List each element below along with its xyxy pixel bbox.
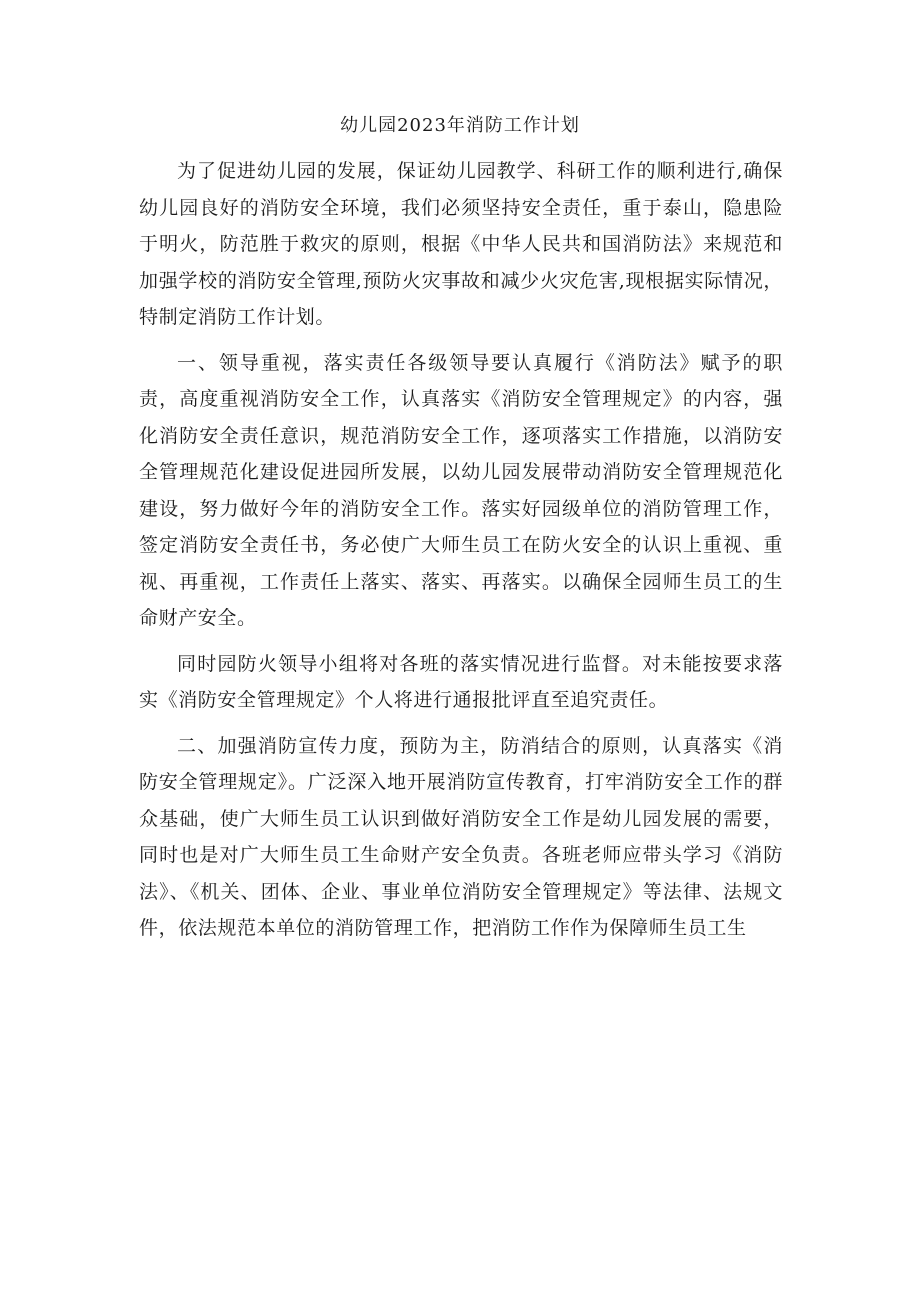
paragraph-intro: 为了促进幼儿园的发展，保证幼儿园教学、科研工作的顺利进行,确保幼儿园良好的消防安全环境，我们必须坚持安全责任，重于泰山，隐患险于明火，防范胜于救灾的原则，根据《中华人民共和国消防法》来规范和加强学校的消防安全管理,预防火灾事故和减少火灾危害,现根据实际情况，特制定消防工作计划。	[139, 160, 783, 328]
paragraph-supervision: 同时园防火领导小组将对各班的落实情况进行监督。对未能按要求落实《消防安全管理规定》个人将进行通报批评直至追究责任。	[139, 652, 783, 711]
paragraph-section-two: 二、加强消防宣传力度，预防为主，防消结合的原则，认真落实《消防安全管理规定》。广泛深入地开展消防宣传教育，打牢消防安全工作的群众基础，使广大师生员工认识到做好消防安全工作是幼儿园发展的需要，同时也是对广大师生员工生命财产安全负责。各班老师应带头学习《消防法》、《机关、团体、企业、事业单位消防安全管理规定》等法律、法规文件，依法规范本单位的消防管理工作，把消防工作作为保障师生员工生	[139, 734, 783, 939]
document-title: 幼儿园2023年消防工作计划	[340, 115, 580, 136]
paragraph-section-one: 一、领导重视，落实责任各级领导要认真履行《消防法》赋予的职责，高度重视消防安全工作，认真落实《消防安全管理规定》的内容，强化消防安全责任意识，规范消防安全工作，逐项落实工作措施，以消防安全管理规范化建设促进园所发展，以幼儿园发展带动消防安全管理规范化建设，努力做好今年的消防安全工作。落实好园级单位的消防管理工作，签定消防安全责任书，务必使广大师生员工在防火安全的认识上重视、重视、再重视，工作责任上落实、落实、再落实。以确保全园师生员工的生命财产安全。	[139, 351, 783, 629]
document-body	[139, 153, 783, 956]
